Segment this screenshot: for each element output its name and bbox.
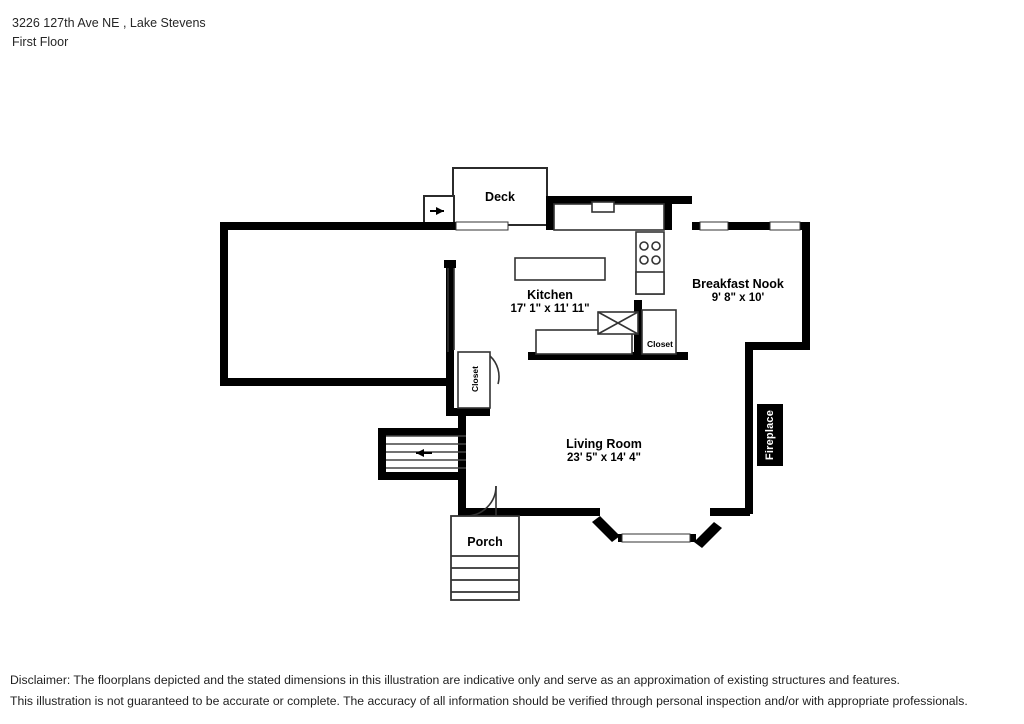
nook-name: Breakfast Nook xyxy=(692,277,784,291)
exterior-walls xyxy=(220,196,810,548)
disclaimer-line-1: Disclaimer: The floorplans depicted and the stated dimensions in this illustration are indicative only and serve as an approximation of existing structures and features. xyxy=(10,673,900,687)
stairs-direction-arrow xyxy=(416,449,432,457)
disclaimer-line-2: This illustration is not guaranteed to be accurate or complete. The accuracy of all information should be verified through personal inspection and/or with appropriate professionals. xyxy=(10,694,968,708)
room-label-deck: Deck xyxy=(485,190,515,204)
floor-label: First Floor xyxy=(12,35,69,49)
fireplace-label: Fireplace xyxy=(764,409,776,461)
room-label-porch: Porch xyxy=(467,535,503,549)
disclaimer xyxy=(10,670,968,712)
room-label-breakfast-nook xyxy=(658,277,818,305)
living-dimensions: 23' 5" x 14' 4" xyxy=(567,452,641,464)
closet-label-kitchen: Closet xyxy=(647,339,673,349)
kitchen-dimensions: 17' 1" x 11' 11" xyxy=(510,303,590,315)
porch-shape xyxy=(451,516,519,600)
closet-label-stairs: Closet xyxy=(470,366,480,392)
living-name: Living Room xyxy=(566,437,642,451)
room-label-living-room xyxy=(524,437,684,465)
nook-dimensions: 9' 8" x 10' xyxy=(711,292,765,304)
room-label-kitchen xyxy=(470,288,630,316)
property-address: 3226 127th Ave NE , Lake Stevens xyxy=(12,16,206,30)
kitchen-name: Kitchen xyxy=(527,288,573,302)
